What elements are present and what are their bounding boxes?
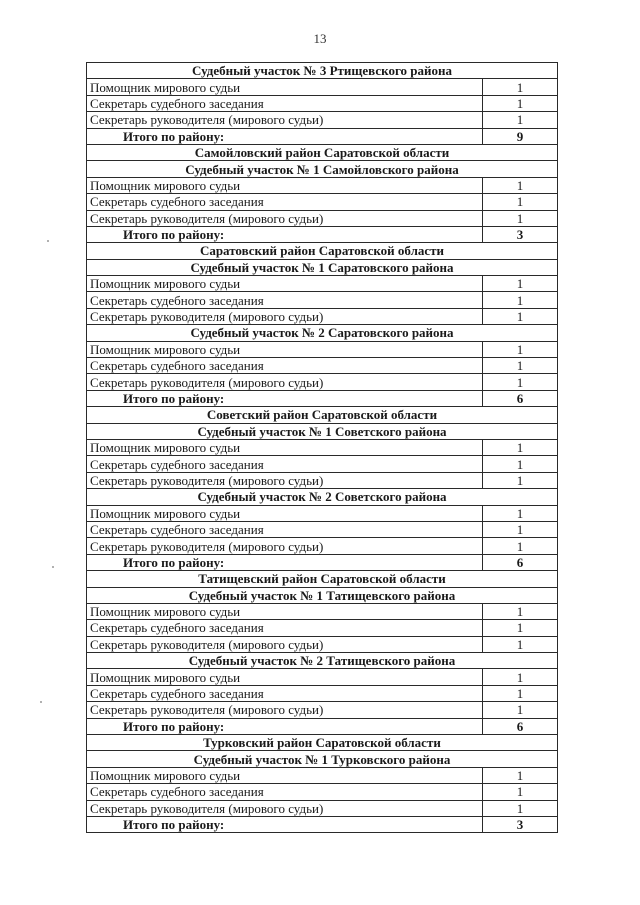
- section-heading: Судебный участок № 3 Ртищевского района: [87, 63, 558, 79]
- section-heading-row: [87, 407, 558, 423]
- district-total-row: [87, 226, 558, 242]
- section-heading-row: [87, 325, 558, 341]
- scan-dust-mark: [40, 701, 42, 703]
- position-count: 1: [483, 210, 558, 226]
- total-label: Итого по району:: [87, 718, 483, 734]
- total-label: Итого по району:: [87, 816, 483, 832]
- position-row: [87, 292, 558, 308]
- position-row: [87, 358, 558, 374]
- position-count: 1: [483, 702, 558, 718]
- total-label: Итого по району:: [87, 128, 483, 144]
- section-heading: Саратовский район Саратовской области: [87, 243, 558, 259]
- position-count: 1: [483, 79, 558, 95]
- position-name: Секретарь руководителя (мирового судьи): [87, 702, 483, 718]
- position-count: 1: [483, 472, 558, 488]
- position-row: [87, 784, 558, 800]
- district-total-row: [87, 554, 558, 570]
- position-count: 1: [483, 767, 558, 783]
- position-count: 1: [483, 341, 558, 357]
- position-row: [87, 603, 558, 619]
- position-name: Помощник мирового судьи: [87, 505, 483, 521]
- position-count: 1: [483, 292, 558, 308]
- position-count: 1: [483, 685, 558, 701]
- position-name: Секретарь судебного заседания: [87, 194, 483, 210]
- section-heading-row: [87, 653, 558, 669]
- position-count: 1: [483, 456, 558, 472]
- section-heading-row: [87, 144, 558, 160]
- section-heading-row: [87, 751, 558, 767]
- section-heading-row: [87, 587, 558, 603]
- section-heading: Турковский район Саратовской области: [87, 735, 558, 751]
- section-heading: Судебный участок № 1 Саратовского района: [87, 259, 558, 275]
- staff-table-body: [87, 63, 558, 833]
- position-name: Помощник мирового судьи: [87, 276, 483, 292]
- position-name: Помощник мирового судьи: [87, 603, 483, 619]
- district-total-row: [87, 390, 558, 406]
- position-row: [87, 95, 558, 111]
- position-row: [87, 521, 558, 537]
- district-total-row: [87, 718, 558, 734]
- page-number: 13: [313, 31, 327, 46]
- position-row: [87, 702, 558, 718]
- position-row: [87, 374, 558, 390]
- position-count: 1: [483, 308, 558, 324]
- scan-dust-mark: [47, 240, 49, 242]
- section-heading: Советский район Саратовской области: [87, 407, 558, 423]
- position-name: Секретарь судебного заседания: [87, 95, 483, 111]
- position-count: 1: [483, 177, 558, 193]
- position-count: 1: [483, 620, 558, 636]
- position-count: 1: [483, 669, 558, 685]
- position-row: [87, 472, 558, 488]
- section-heading-row: [87, 63, 558, 79]
- scan-dust-mark: [52, 566, 54, 568]
- total-value: 6: [483, 718, 558, 734]
- position-name: Помощник мирового судьи: [87, 439, 483, 455]
- section-heading: Судебный участок № 1 Татищевского района: [87, 587, 558, 603]
- position-name: Помощник мирового судьи: [87, 669, 483, 685]
- position-count: 1: [483, 800, 558, 816]
- district-total-row: [87, 128, 558, 144]
- position-count: 1: [483, 505, 558, 521]
- position-row: [87, 276, 558, 292]
- position-count: 1: [483, 784, 558, 800]
- position-row: [87, 194, 558, 210]
- section-heading-row: [87, 243, 558, 259]
- position-name: Помощник мирового судьи: [87, 177, 483, 193]
- position-count: 1: [483, 521, 558, 537]
- section-heading-row: [87, 161, 558, 177]
- position-row: [87, 210, 558, 226]
- position-name: Секретарь руководителя (мирового судьи): [87, 472, 483, 488]
- position-row: [87, 341, 558, 357]
- position-count: 1: [483, 538, 558, 554]
- position-name: Помощник мирового судьи: [87, 341, 483, 357]
- position-count: 1: [483, 358, 558, 374]
- position-count: 1: [483, 603, 558, 619]
- position-name: Секретарь руководителя (мирового судьи): [87, 800, 483, 816]
- section-heading-row: [87, 489, 558, 505]
- position-name: Секретарь руководителя (мирового судьи): [87, 308, 483, 324]
- position-row: [87, 308, 558, 324]
- position-row: [87, 538, 558, 554]
- section-heading-row: [87, 735, 558, 751]
- total-label: Итого по району:: [87, 226, 483, 242]
- position-name: Помощник мирового судьи: [87, 79, 483, 95]
- section-heading: Судебный участок № 1 Самойловского района: [87, 161, 558, 177]
- position-name: Секретарь руководителя (мирового судьи): [87, 538, 483, 554]
- position-name: Секретарь судебного заседания: [87, 456, 483, 472]
- district-total-row: [87, 816, 558, 832]
- position-row: [87, 685, 558, 701]
- position-name: Секретарь руководителя (мирового судьи): [87, 374, 483, 390]
- section-heading-row: [87, 571, 558, 587]
- section-heading: Судебный участок № 2 Советского района: [87, 489, 558, 505]
- total-value: 9: [483, 128, 558, 144]
- position-name: Секретарь судебного заседания: [87, 620, 483, 636]
- position-row: [87, 620, 558, 636]
- total-value: 6: [483, 554, 558, 570]
- position-count: 1: [483, 636, 558, 652]
- position-row: [87, 636, 558, 652]
- staff-table: [86, 62, 558, 833]
- position-name: Секретарь судебного заседания: [87, 685, 483, 701]
- position-name: Секретарь судебного заседания: [87, 521, 483, 537]
- position-name: Секретарь судебного заседания: [87, 784, 483, 800]
- position-row: [87, 439, 558, 455]
- section-heading: Судебный участок № 1 Советского района: [87, 423, 558, 439]
- section-heading: Судебный участок № 2 Саратовского района: [87, 325, 558, 341]
- section-heading: Судебный участок № 2 Татищевского района: [87, 653, 558, 669]
- position-row: [87, 79, 558, 95]
- position-row: [87, 767, 558, 783]
- position-row: [87, 177, 558, 193]
- position-row: [87, 505, 558, 521]
- position-count: 1: [483, 374, 558, 390]
- position-row: [87, 456, 558, 472]
- section-heading-row: [87, 259, 558, 275]
- position-name: Секретарь руководителя (мирового судьи): [87, 210, 483, 226]
- position-row: [87, 112, 558, 128]
- total-value: 3: [483, 226, 558, 242]
- position-count: 1: [483, 276, 558, 292]
- position-count: 1: [483, 194, 558, 210]
- total-label: Итого по району:: [87, 554, 483, 570]
- section-heading: Самойловский район Саратовской области: [87, 144, 558, 160]
- total-value: 6: [483, 390, 558, 406]
- position-count: 1: [483, 95, 558, 111]
- position-row: [87, 800, 558, 816]
- position-name: Секретарь руководителя (мирового судьи): [87, 636, 483, 652]
- position-count: 1: [483, 112, 558, 128]
- position-name: Помощник мирового судьи: [87, 767, 483, 783]
- position-name: Секретарь руководителя (мирового судьи): [87, 112, 483, 128]
- position-count: 1: [483, 439, 558, 455]
- section-heading: Судебный участок № 1 Турковского района: [87, 751, 558, 767]
- position-name: Секретарь судебного заседания: [87, 358, 483, 374]
- total-label: Итого по району:: [87, 390, 483, 406]
- position-row: [87, 669, 558, 685]
- position-name: Секретарь судебного заседания: [87, 292, 483, 308]
- total-value: 3: [483, 816, 558, 832]
- section-heading-row: [87, 423, 558, 439]
- section-heading: Татищевский район Саратовской области: [87, 571, 558, 587]
